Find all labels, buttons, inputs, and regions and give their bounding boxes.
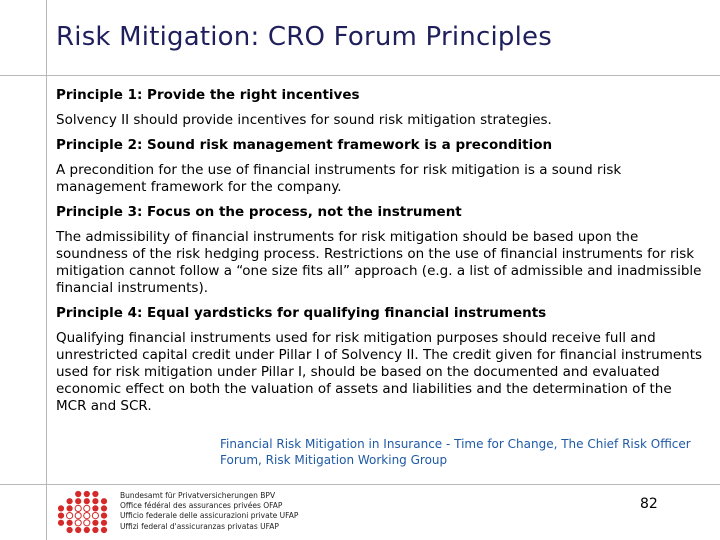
agency-name-fr: Office fédéral des assurances privées OFAP bbox=[120, 501, 283, 511]
agency-name-rm: Uffizi federal d'assicuranzas privatas UFAP bbox=[120, 521, 279, 531]
source-citation: Financial Risk Mitigation in Insurance - Time for Change, The Chief Risk Officer Forum, Risk Mitigation Working Group bbox=[220, 437, 691, 467]
principle-3-text: The admissibility of financial instruments for risk mitigation should be based upon the soundness of the risk hedging process. Restrictions on the use of financial instruments for risk mitigation cannot follow a “one size fits all” approach (e.g. a list of admissible and inadmissible financial instruments). bbox=[56, 229, 702, 296]
footer-divider bbox=[0, 484, 720, 485]
principle-2-text: A precondition for the use of financial instruments for risk mitigation is a sound risk management framework for the company. bbox=[56, 162, 622, 195]
left-vertical-rule bbox=[46, 0, 47, 540]
swiss-federal-dot-logo-icon bbox=[56, 490, 110, 534]
page-number: 82 bbox=[640, 496, 658, 512]
principle-4-heading: Principle 4: Equal yardsticks for qualifying financial instruments bbox=[56, 305, 547, 321]
principle-4-text: Qualifying financial instruments used for risk mitigation purposes should receive full and unrestricted capital credit under Pillar I of Solvency II. The credit given for financial instruments used for risk mitigation under Pillar I, should be based on the documented and evaluated economic effect on both the valuation of assets and liabilities and the determination of the MCR and SCR. bbox=[56, 330, 703, 414]
slide-body bbox=[56, 87, 706, 423]
title-divider bbox=[0, 75, 720, 76]
agency-name-it: Ufficio federale delle assicurazioni private UFAP bbox=[120, 511, 299, 521]
principle-1-heading: Principle 1: Provide the right incentives bbox=[56, 87, 360, 103]
slide-title: Risk Mitigation: CRO Forum Principles bbox=[56, 22, 552, 52]
principle-2-heading: Principle 2: Sound risk management framework is a precondition bbox=[56, 137, 553, 153]
agency-name-de: Bundesamt für Privatversicherungen BPV bbox=[120, 491, 276, 500]
agency-name-block bbox=[120, 491, 298, 532]
principle-1-text: Solvency II should provide incentives for sound risk mitigation strategies. bbox=[56, 112, 552, 128]
principle-3-heading: Principle 3: Focus on the process, not the instrument bbox=[56, 204, 462, 220]
